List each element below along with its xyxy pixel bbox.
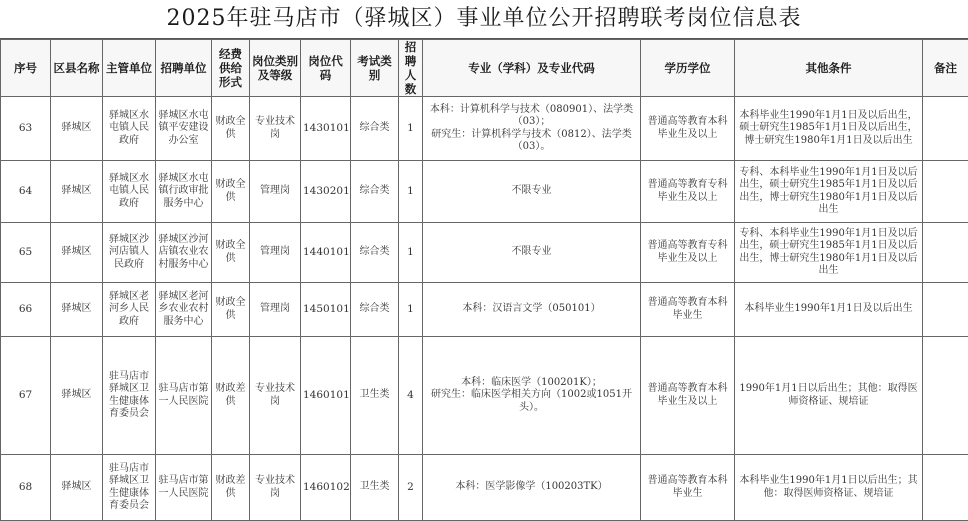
col-header-remark: 备注 — [923, 40, 968, 97]
col-header-category: 岗位类别及等级 — [250, 40, 301, 97]
cell-education: 普通高等教育本科毕业生及以上 — [641, 337, 735, 455]
cell-count: 4 — [399, 337, 423, 455]
cell-authority: 驿城区水屯镇人民政府 — [103, 97, 156, 161]
cell-remark — [923, 97, 968, 161]
cell-remark — [923, 223, 968, 283]
cell-seq: 67 — [1, 337, 51, 455]
cell-remark — [923, 161, 968, 223]
cell-seq: 68 — [1, 455, 51, 521]
col-header-major: 专业（学科）及专业代码 — [423, 40, 641, 97]
cell-category: 专业技术岗 — [250, 455, 301, 521]
cell-funding: 财政差供 — [212, 455, 250, 521]
cell-count: 1 — [399, 97, 423, 161]
col-header-code: 岗位代码 — [301, 40, 351, 97]
table-row — [1, 283, 968, 337]
table-row — [1, 161, 968, 223]
cell-exam: 综合类 — [351, 223, 399, 283]
cell-education: 普通高等教育专科毕业生及以上 — [641, 223, 735, 283]
cell-education: 普通高等教育本科毕业生及以上 — [641, 97, 735, 161]
cell-seq: 64 — [1, 161, 51, 223]
cell-code: 1460101 — [301, 337, 351, 455]
cell-code: 1460102 — [301, 455, 351, 521]
cell-funding: 财政差供 — [212, 337, 250, 455]
cell-county: 驿城区 — [51, 283, 103, 337]
cell-other: 1990年1月1日以后出生；其他：取得医师资格证、规培证 — [735, 337, 923, 455]
col-header-authority: 主管单位 — [103, 40, 156, 97]
cell-other: 专科、本科毕业生1990年1月1日及以后出生，硕士研究生1985年1月1日及以后出生，博士研究生1980年1月1日及以后出生 — [735, 161, 923, 223]
col-header-funding: 经费供给形式 — [212, 40, 250, 97]
cell-remark — [923, 337, 968, 455]
table-row — [1, 223, 968, 283]
page-title: 2025年驻马店市（驿城区）事业单位公开招聘联考岗位信息表 — [0, 0, 968, 39]
cell-code: 1430101 — [301, 97, 351, 161]
cell-county: 驿城区 — [51, 223, 103, 283]
cell-category: 专业技术岗 — [250, 337, 301, 455]
table-row — [1, 97, 968, 161]
table-row — [1, 337, 968, 455]
cell-authority: 驿城区水屯镇人民政府 — [103, 161, 156, 223]
cell-category: 管理岗 — [250, 283, 301, 337]
cell-major: 本科：医学影像学（100203TK） — [423, 455, 641, 521]
cell-count: 1 — [399, 283, 423, 337]
table-header-row — [1, 40, 968, 97]
col-header-education: 学历学位 — [641, 40, 735, 97]
cell-count: 2 — [399, 455, 423, 521]
cell-exam: 卫生类 — [351, 337, 399, 455]
cell-authority: 驿城区老河乡人民政府 — [103, 283, 156, 337]
cell-funding: 财政全供 — [212, 223, 250, 283]
table-row — [1, 455, 968, 521]
cell-exam: 综合类 — [351, 283, 399, 337]
cell-county: 驿城区 — [51, 455, 103, 521]
cell-category: 专业技术岗 — [250, 97, 301, 161]
cell-funding: 财政全供 — [212, 97, 250, 161]
cell-other: 本科毕业生1990年1月1日及以后出生，硕士研究生1985年1月1日及以后出生，博士研究生1980年1月1日及以后出生 — [735, 97, 923, 161]
cell-education: 普通高等教育本科毕业生 — [641, 455, 735, 521]
col-header-exam: 考试类别 — [351, 40, 399, 97]
cell-exam: 综合类 — [351, 161, 399, 223]
cell-major: 本科：汉语言文学（050101） — [423, 283, 641, 337]
cell-unit: 驿城区水屯镇平安建设办公室 — [156, 97, 212, 161]
col-header-count: 招聘人数 — [399, 40, 423, 97]
cell-unit: 驿城区沙河店镇农业农村服务中心 — [156, 223, 212, 283]
cell-county: 驿城区 — [51, 97, 103, 161]
cell-code: 1440101 — [301, 223, 351, 283]
cell-seq: 66 — [1, 283, 51, 337]
cell-unit: 驿城区水屯镇行政审批服务中心 — [156, 161, 212, 223]
cell-funding: 财政全供 — [212, 283, 250, 337]
cell-unit: 驻马店市第一人民医院 — [156, 455, 212, 521]
cell-count: 1 — [399, 161, 423, 223]
cell-seq: 65 — [1, 223, 51, 283]
cell-exam: 卫生类 — [351, 455, 399, 521]
cell-major: 本科：临床医学（100201K）； 研究生：临床医学相关方向（1002或1051开头）。 — [423, 337, 641, 455]
cell-other: 本科毕业生1990年1月1日及以后出生 — [735, 283, 923, 337]
cell-funding: 财政全供 — [212, 161, 250, 223]
cell-category: 管理岗 — [250, 161, 301, 223]
cell-major: 本科：计算机科学与技术（080901）、法学类（03）； 研究生：计算机科学与技术（0812）、法学类（03）。 — [423, 97, 641, 161]
cell-remark — [923, 455, 968, 521]
col-header-unit: 招聘单位 — [156, 40, 212, 97]
cell-unit: 驿城区老河乡农业农村服务中心 — [156, 283, 212, 337]
cell-remark — [923, 283, 968, 337]
cell-other: 本科毕业生1990年1月1日以后出生；其他：取得医师资格证、规培证 — [735, 455, 923, 521]
col-header-seq: 序号 — [1, 40, 51, 97]
cell-other: 专科、本科毕业生1990年1月1日及以后出生，硕士研究生1985年1月1日及以后出生，博士研究生1980年1月1日及以后出生 — [735, 223, 923, 283]
cell-county: 驿城区 — [51, 337, 103, 455]
cell-code: 1430201 — [301, 161, 351, 223]
cell-unit: 驻马店市第一人民医院 — [156, 337, 212, 455]
cell-category: 管理岗 — [250, 223, 301, 283]
cell-count: 1 — [399, 223, 423, 283]
col-header-county: 区县名称 — [51, 40, 103, 97]
cell-major: 不限专业 — [423, 161, 641, 223]
cell-education: 普通高等教育专科毕业生及以上 — [641, 161, 735, 223]
col-header-other: 其他条件 — [735, 40, 923, 97]
cell-county: 驿城区 — [51, 161, 103, 223]
cell-authority: 驿城区沙河店镇人民政府 — [103, 223, 156, 283]
cell-code: 1450101 — [301, 283, 351, 337]
cell-authority: 驻马店市驿城区卫生健康体育委员会 — [103, 337, 156, 455]
cell-major: 不限专业 — [423, 223, 641, 283]
cell-exam: 综合类 — [351, 97, 399, 161]
cell-education: 普通高等教育本科毕业生 — [641, 283, 735, 337]
cell-authority: 驻马店市驿城区卫生健康体育委员会 — [103, 455, 156, 521]
cell-seq: 63 — [1, 97, 51, 161]
job-table — [0, 39, 968, 521]
